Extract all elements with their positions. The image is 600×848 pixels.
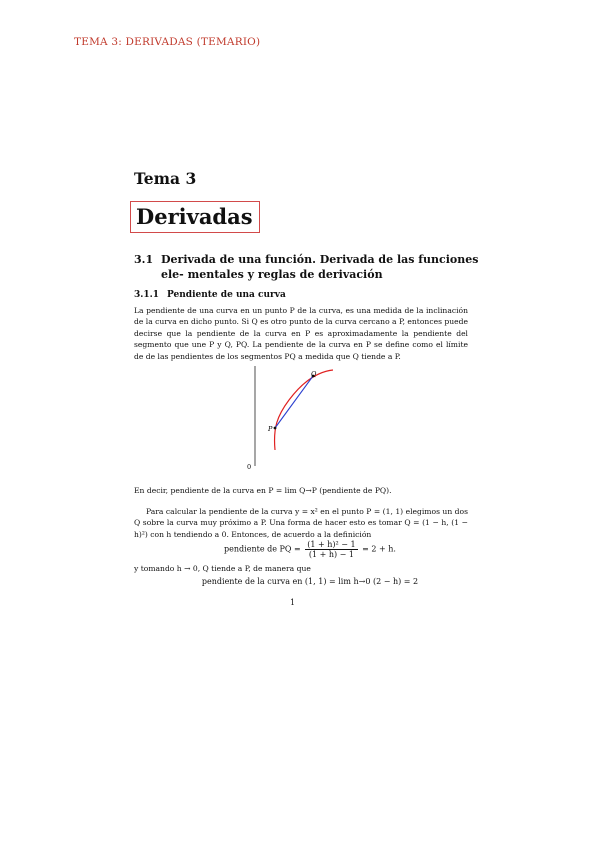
secant-segment-pq bbox=[275, 376, 313, 428]
subsection-number: 3.1.1 bbox=[134, 290, 160, 300]
equation-fraction bbox=[305, 540, 357, 559]
secant-figure bbox=[245, 366, 345, 472]
paragraph-slope-definition: La pendiente de una curva en un punto P de la curva, es una medida de la inclinación de la curva en dicho punto. Si Q es otro punto de la curva cercano a P, entonces puede decirse que la pendiente de la curva en P es aproximadamente la pendiente del segmento que une P y Q, PQ. La pendiente de la curva en P se define como el límite de de las pendientes de los segmentos PQ a medida que Q tiende a P. bbox=[134, 306, 468, 361]
equation-rhs: = 2 + h. bbox=[362, 544, 396, 554]
section-number: 3.1 bbox=[134, 253, 154, 266]
secant-figure-svg bbox=[245, 366, 345, 468]
equation-secant-slope bbox=[160, 540, 460, 559]
equation-denominator: (1 + h) − 1 bbox=[308, 550, 354, 559]
point-p bbox=[274, 427, 277, 430]
chapter-title: Derivadas bbox=[136, 204, 253, 229]
axis-origin-label: 0 bbox=[247, 463, 252, 471]
page-number: 1 bbox=[290, 598, 296, 607]
subsection-title: Pendiente de una curva bbox=[167, 290, 286, 300]
chapter-title-box bbox=[130, 201, 260, 233]
subsection-heading bbox=[134, 290, 286, 300]
running-header: TEMA 3: DERIVADAS (TEMARIO) bbox=[74, 36, 261, 48]
paragraph-example: Para calcular la pendiente de la curva y = x² en el punto P = (1, 1) elegimos un dos Q sobre la curva muy próximo a P. Una forma de hacer esto es tomar Q = (1 − h, (1 − h)²) con h tendiendo a 0. Entonces, de acuerdo a la definición bbox=[134, 507, 468, 539]
paragraph-limit-statement: En decir, pendiente de la curva en P = lim Q→P (pendiente de PQ). bbox=[134, 486, 392, 495]
point-q-label: Q bbox=[311, 370, 317, 378]
chapter-label: Tema 3 bbox=[134, 169, 197, 188]
paragraph-limit-step: y tomando h → 0, Q tiende a P, de manera que bbox=[134, 564, 311, 573]
equation-curve-slope: pendiente de la curva en (1, 1) = lim h→0 (2 − h) = 2 bbox=[201, 577, 419, 586]
section-title: Derivada de una función. Derivada de las funciones ele- mentales y reglas de derivación bbox=[161, 253, 479, 281]
equation-numerator: (1 + h)² − 1 bbox=[307, 540, 356, 549]
section-heading bbox=[134, 252, 484, 282]
point-p-label: P bbox=[268, 425, 273, 433]
curve-y-equals-x-squared bbox=[275, 370, 333, 450]
equation-lhs: pendiente de PQ = bbox=[224, 544, 301, 554]
